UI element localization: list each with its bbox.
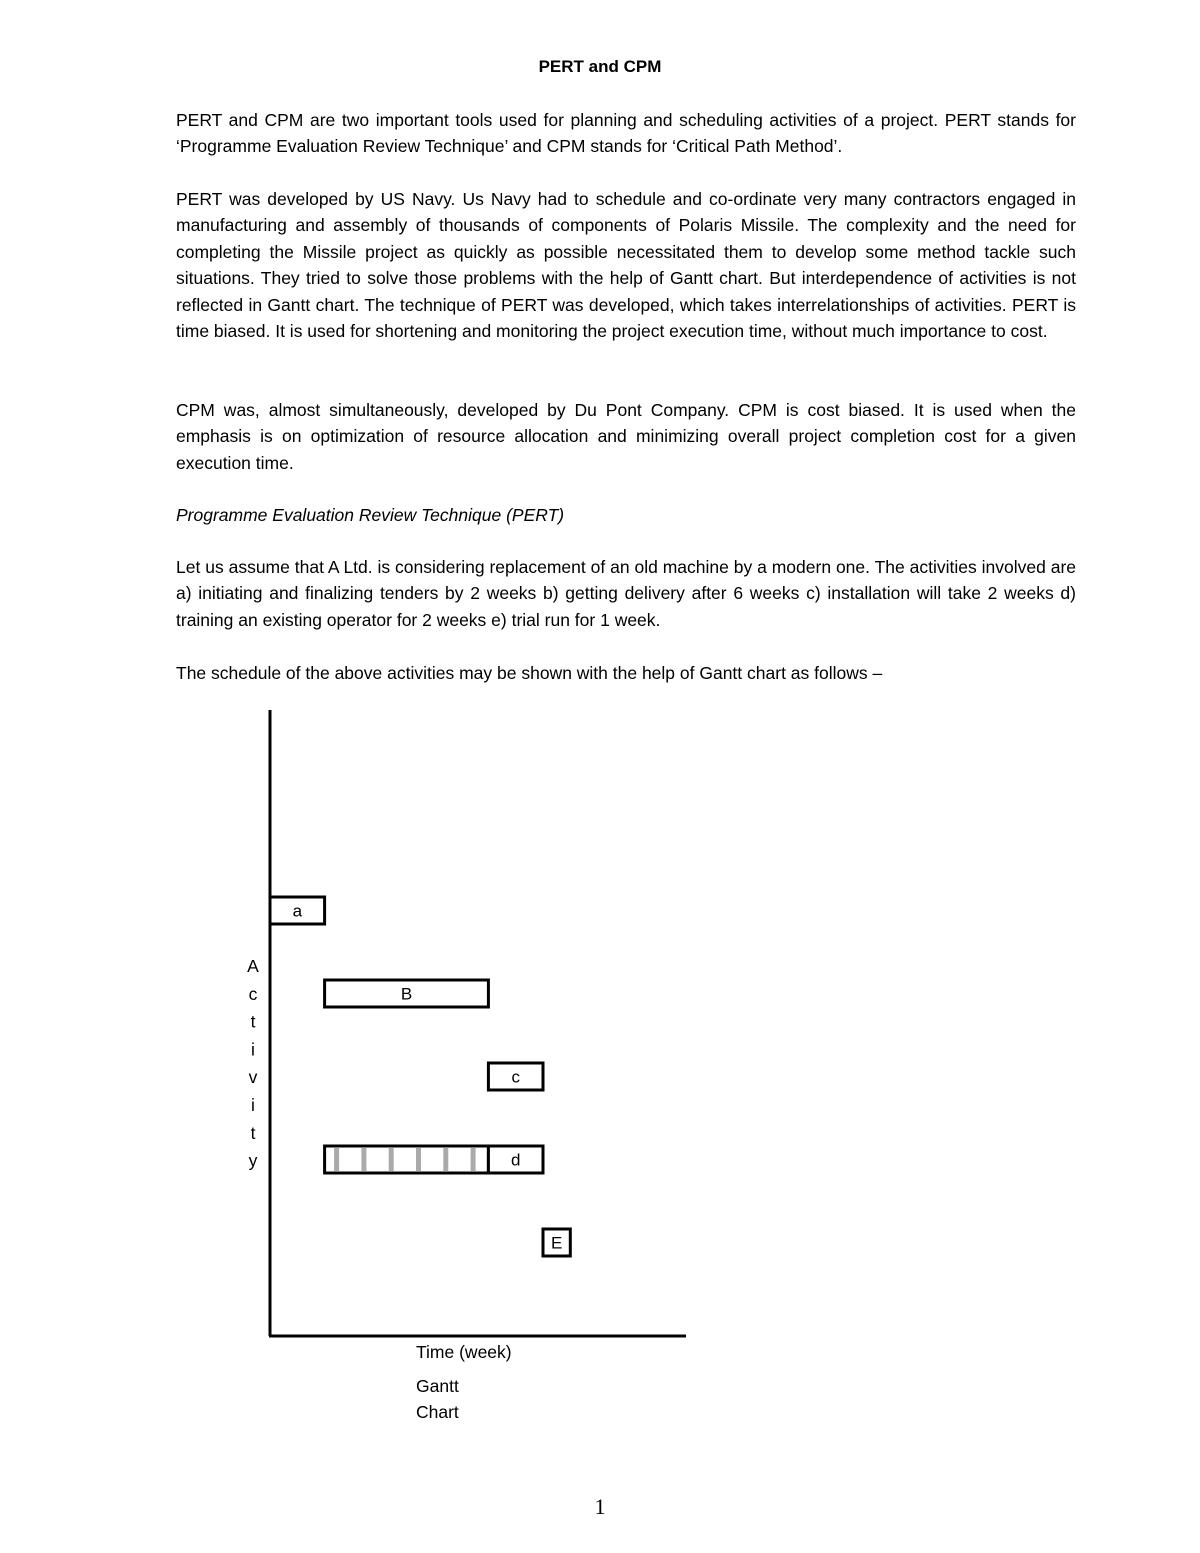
gantt-bar-label: a (292, 901, 303, 921)
paragraph-cpm-history: CPM was, almost simultaneously, developed by Du Pont Company. CPM is cost biased. It is used when the emphasis is on optimization of resource allocation and minimizing overall project completion cost for a given execution time. (176, 400, 1076, 473)
page-number: 1 (594, 1494, 606, 1519)
y-axis-label-letter: t (250, 1011, 256, 1032)
x-axis-label: Time (week) (416, 1342, 512, 1362)
paragraph-example: Let us assume that A Ltd. is considering replacement of an old machine by a modern one. The activities involved are a) initiating and finalizing tenders by 2 weeks b) getting delivery after 6 weeks c) installation will take 2 weeks d) training an existing operator for 2 weeks e) trial run for 1 week. (176, 557, 1076, 630)
y-axis-label-letter: y (248, 1150, 258, 1171)
y-axis-label-letter: i (251, 1039, 255, 1060)
paragraph-pert-history: PERT was developed by US Navy. Us Navy had to schedule and co-ordinate very many contractors engaged in manufacturing and assembly of thousands of components of Polaris Missile. The complexity and the need for completing the Missile project as quickly as possible necessitated them to develop some method tackle such situations. They tried to solve those problems with the help of Gantt chart. But interdependence of activities is not reflected in Gantt chart. The technique of PERT was developed, which takes interrelationships of activities. PERT is time biased. It is used for shortening and monitoring the project execution time, without much importance to cost. (176, 189, 1076, 342)
paragraph-schedule-intro: The schedule of the above activities may be shown with the help of Gantt chart as follows – (176, 663, 883, 683)
paragraph-intro: PERT and CPM are two important tools used for planning and scheduling activities of a project. PERT stands for ‘Programme Evaluation Review Technique’ and CPM stands for ‘Critical Path Method’. (176, 110, 1076, 157)
gantt-bars (270, 897, 570, 1256)
y-axis-label (247, 956, 259, 1171)
gantt-bar-label: E (550, 1233, 563, 1253)
y-axis-label-letter: A (247, 956, 259, 976)
chart-caption-line1: Gantt (416, 1376, 459, 1396)
y-axis-label-letter: c (248, 983, 258, 1004)
y-axis-label-letter: t (250, 1122, 256, 1143)
document-title: PERT and CPM (538, 57, 662, 76)
y-axis-label-letter: i (251, 1095, 255, 1115)
chart-caption-line2: Chart (416, 1402, 459, 1422)
gantt-bar-label: B (400, 984, 413, 1004)
section-heading-pert: Programme Evaluation Review Technique (PERT) (176, 505, 565, 525)
y-axis-label-letter: v (248, 1067, 258, 1088)
gantt-slack-bar (325, 1146, 489, 1173)
gantt-bar-label: c (511, 1067, 520, 1087)
gantt-bar-label: d (510, 1150, 521, 1170)
